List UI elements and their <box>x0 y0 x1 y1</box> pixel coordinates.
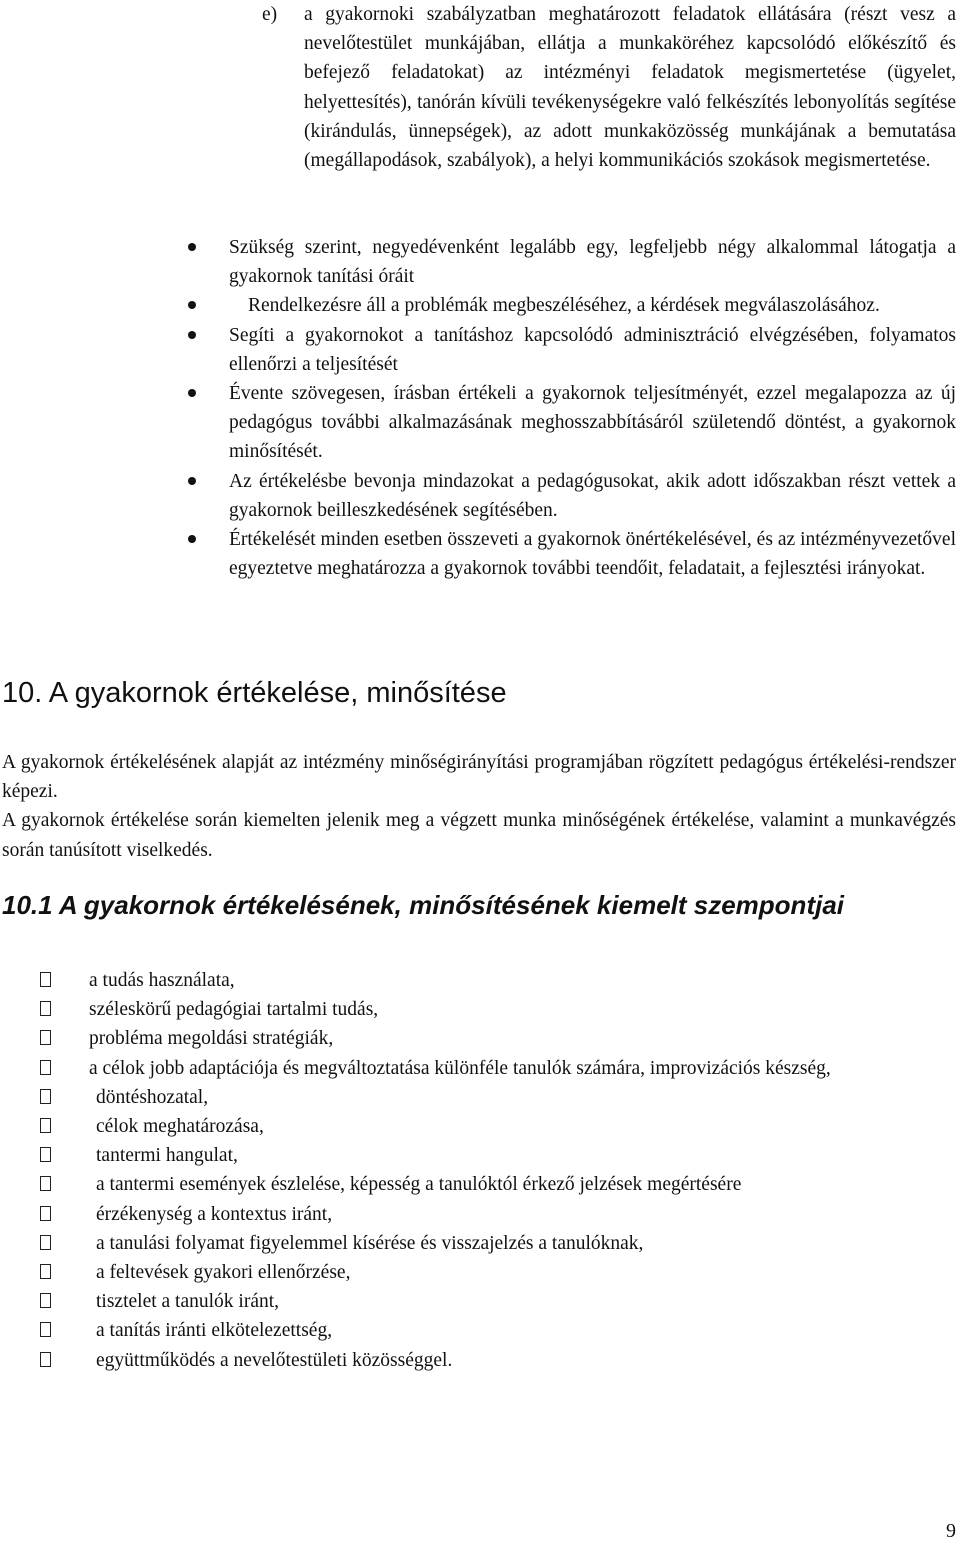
checkbox-glyph-icon <box>40 1352 51 1367</box>
checkbox-glyph-icon <box>40 1001 51 1016</box>
checkbox-glyph-icon <box>40 1235 51 1250</box>
criteria-item: tisztelet a tanulók iránt, <box>40 1287 956 1316</box>
bullet-item: Segíti a gyakornokot a tanításhoz kapcsolódó adminisztráció elvégzésében, folyamatos ellenőrzi a teljesítését <box>188 321 956 379</box>
bullet-item: Rendelkezésre áll a problémák megbeszéléséhez, a kérdések megválaszolásához. <box>188 291 956 320</box>
criteria-item: tantermi hangulat, <box>40 1141 956 1170</box>
criteria-item: a tudás használata, <box>40 966 956 995</box>
bullet-icon <box>188 243 196 251</box>
list-item-e <box>262 0 956 175</box>
criteria-item: a tantermi események észlelése, képesség a tanulóktól érkező jelzések megértésére <box>40 1170 956 1199</box>
section-heading-10: 10. A gyakornok értékelése, minősítése <box>2 677 507 709</box>
bullet-icon <box>188 331 196 339</box>
evaluation-paragraphs <box>2 748 956 865</box>
checkbox-glyph-icon <box>40 1147 51 1162</box>
criteria-item: a feltevések gyakori ellenőrzése, <box>40 1258 956 1287</box>
checkbox-glyph-icon <box>40 1089 51 1104</box>
checkbox-glyph-icon <box>40 1030 51 1045</box>
mentor-duties-list <box>188 233 956 583</box>
bullet-item: Az értékelésbe bevonja mindazokat a pedagógusokat, akik adott időszakban részt vettek a gyakornok beilleszkedésének segítésében. <box>188 467 956 525</box>
checkbox-glyph-icon <box>40 1264 51 1279</box>
criteria-item: a célok jobb adaptációja és megváltoztatása különféle tanulók számára, improvizációs készség, <box>40 1054 956 1083</box>
criteria-item: érzékenység a kontextus iránt, <box>40 1200 956 1229</box>
checkbox-glyph-icon <box>40 1118 51 1133</box>
bullet-item: Értékelését minden esetben összeveti a gyakornok önértékelésével, és az intézményvezetővel egyeztetve meghatározza a gyakornok további teendőit, feladatait, a fejlesztési irányokat. <box>188 525 956 583</box>
evaluation-criteria-list <box>40 966 956 1375</box>
bullet-icon <box>188 477 196 485</box>
bullet-icon <box>188 389 196 397</box>
page-number: 9 <box>946 1520 956 1542</box>
criteria-item: célok meghatározása, <box>40 1112 956 1141</box>
criteria-item: probléma megoldási stratégiák, <box>40 1024 956 1053</box>
bullet-item: Évente szövegesen, írásban értékeli a gyakornok teljesítményét, ezzel megalapozza az új pedagógus további alkalmazásának meghosszabbításáról születendő döntést, a gyakornok minősítését. <box>188 379 956 467</box>
bullet-item: Szükség szerint, negyedévenként legalább egy, legfeljebb négy alkalommal látogatja a gyakornok tanítási óráit <box>188 233 956 291</box>
section-heading-10-1: 10.1 A gyakornok értékelésének, minősítésének kiemelt szempontjai <box>2 890 845 920</box>
bullet-icon <box>188 535 196 543</box>
checkbox-glyph-icon <box>40 1293 51 1308</box>
checkbox-glyph-icon <box>40 972 51 987</box>
checkbox-glyph-icon <box>40 1206 51 1221</box>
criteria-item: széleskörű pedagógiai tartalmi tudás, <box>40 995 956 1024</box>
checkbox-glyph-icon <box>40 1322 51 1337</box>
bullet-icon <box>188 301 196 309</box>
checkbox-glyph-icon <box>40 1060 51 1075</box>
criteria-item: a tanulási folyamat figyelemmel kísérése és visszajelzés a tanulóknak, <box>40 1229 956 1258</box>
paragraph: A gyakornok értékelésének alapját az intézmény minőségirányítási programjában rögzített pedagógus értékelési-rendszer képezi. <box>2 752 956 803</box>
criteria-item: a tanítás iránti elkötelezettség, <box>40 1316 956 1345</box>
list-item-text: a gyakornoki szabályzatban meghatározott feladatok ellátására (részt vesz a nevelőtestület munkájában, ellátja a munkaköréhez kapcsolódó előkészítő és befejező feladatokat) az intézményi feladatok megismertetése (ügyelet, helyettesítés), tanórán kívüli tevékenységekre való felkészítés lebonyolítás segítése (kirándulás, ünnepségek), az adott munkaközösség munkájának a bemutatása (megállapodások, szabályok), a helyi kommunikációs szokások megismertetése. <box>304 4 956 172</box>
criteria-item: együttműködés a nevelőtestületi közösséggel. <box>40 1346 956 1375</box>
list-item-label: e) <box>262 4 278 25</box>
criteria-item: döntéshozatal, <box>40 1083 956 1112</box>
paragraph: A gyakornok értékelése során kiemelten jelenik meg a végzett munka minőségének értékelése, valamint a munkavégzés során tanúsított viselkedés. <box>2 810 956 861</box>
checkbox-glyph-icon <box>40 1176 51 1191</box>
